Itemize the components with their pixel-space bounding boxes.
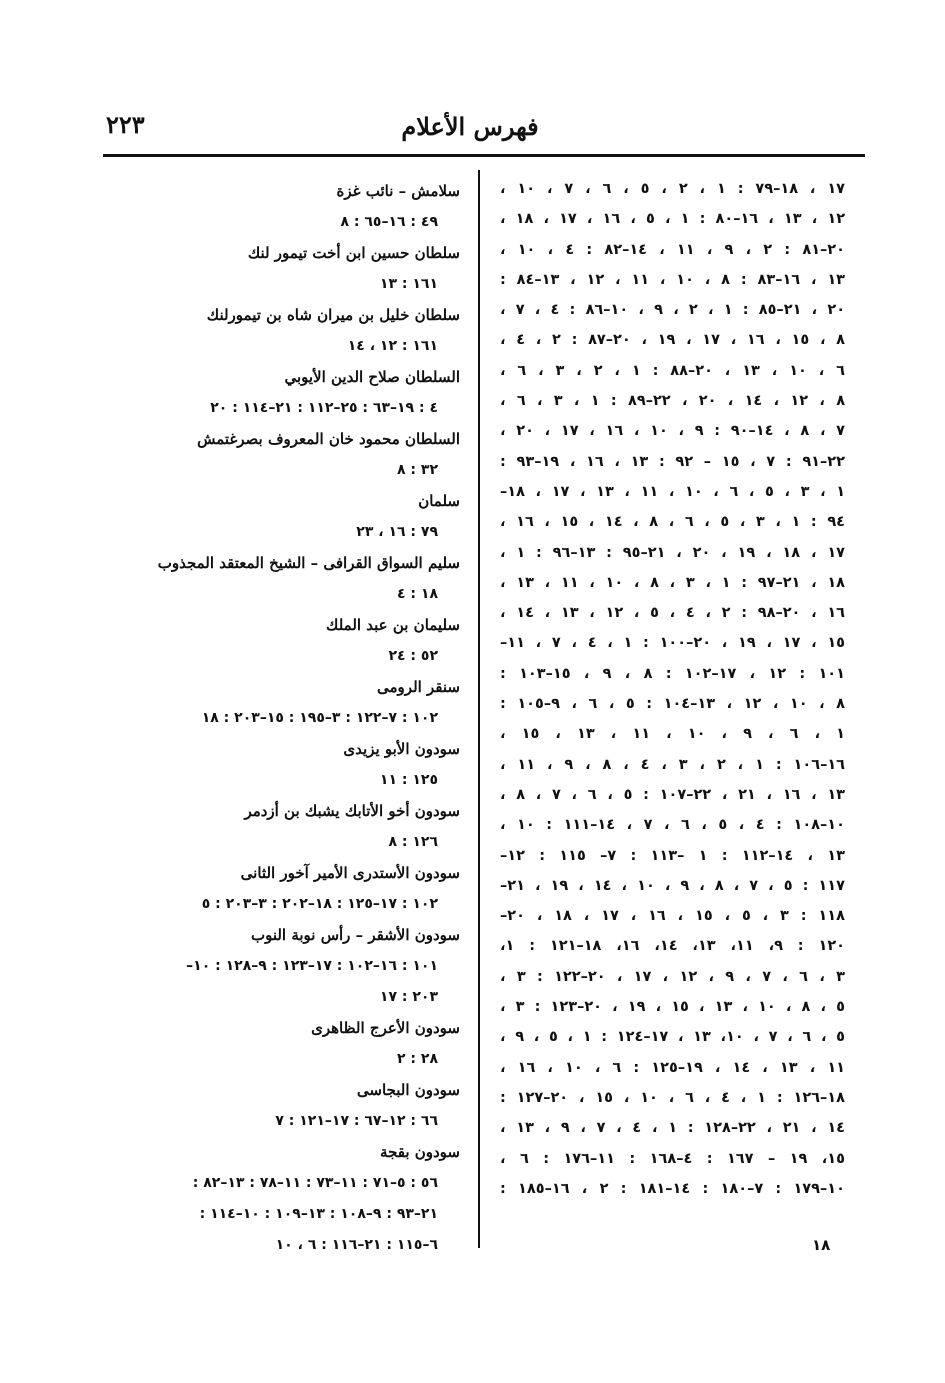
entry-refs-continued: ٢١–٩٣ : ٩–١٠٨ : ١٣–١٠٩ : ١٠–١١٤ : [199,1206,438,1222]
page-number: ٢٢٣ [106,110,145,139]
index-line: ١١٧ : ٥ ، ٧ ، ٨ ، ٩ ، ١٠ ، ١٤ ، ١٩ ، ٢١– [500,877,845,894]
entry-name: سودون الأبو يزيدى [343,740,460,758]
entry-name: سلمان [418,492,460,510]
index-line: ١٦ ، ٢٠–٩٨ : ٢ ، ٤ ، ٥ ، ١٢ ، ١٣ ، ١٤ ، [500,605,845,622]
index-line: ١٠–١٧٩ : ٧–١٨٠ : ١٤–١٨١ : ٢ ، ١٦–١٨٥ : [500,1180,845,1197]
entry-name: سنقر الرومى [377,678,460,696]
entry-name: سودون أخو الأتابك يشبك بن أزدمر [244,802,460,820]
index-line: ١٨ ، ٢١–٩٧ : ١ ، ٣ ، ٨ ، ١٠ ، ١١ ، ١٣ ، [500,574,845,591]
entry-name: سلطان خليل بن ميران شاه بن تيمورلنك [206,306,460,324]
header-rule [103,154,865,157]
entry-name: السلطان محمود خان المعروف بصرغتمش [197,430,460,448]
index-line: ١٧ ، ١٨ ، ١٩ ، ٢٠ ، ٢١–٩٥ : ١٣–٩٦ : ١ ، [500,544,845,561]
entry-refs: ١٠٢ : ١٧–١٢٥ : ١٨–٢٠٢ : ٣–٢٠٣ : ٥ [201,896,438,912]
index-line: ١ ، ٦ ، ٩ ، ١٠ ، ١١ ، ١٣ ، ١٥ ، [500,726,845,743]
index-line: ٦ ، ١٠ ، ١٣ ، ٢٠–٨٨ : ١ ، ٢ ، ٣ ، ٦ ، [500,362,845,379]
index-line: ٨ ، ١٠ ، ١٢ ، ١٣–١٠٤ : ٥ ، ٦ ، ٩–١٠٥ : [500,696,845,713]
entry-refs: ١٢٥ : ١١ [379,772,438,788]
entry-refs: ١٠١ : ١٦–١٠٢ : ١٧–١٢٣ : ٩–١٢٨ : ١٠– [186,958,438,974]
index-line: ١٠–١٠٨ : ٤ ، ٥ ، ٦ ، ٧ ، ١٤–١١١ : ١٠ ، [500,817,845,834]
index-line: ١٥ ، ١٧ ، ١٩ ، ٢٠–١٠٠ : ١ ، ٤ ، ٧ ، ١١– [500,635,845,652]
index-line: ١ ، ٣ ، ٥ ، ٦ ، ١٠ ، ١١ ، ١٣ ، ١٧ ، ١٨– [500,483,845,500]
index-line: ٥ ، ٦ ، ٧ ، ١٠، ١٣ ، ١٧–١٢٤ : ١ ، ٥ ، ٩ ، [500,1029,845,1046]
entry-refs: ١٢٦ : ٨ [388,834,438,850]
entry-refs: ٧٩ : ١٦ ، ٢٣ [356,524,438,540]
entry-refs: ٥٦ : ٥–٧١ : ١١–٧٣ : ١١–٧٨ : ١٣–٨٢ : [192,1175,438,1191]
entry-refs-continued: ٢٠٣ : ١٧ [379,989,438,1005]
entry-refs: ١٨ : ٤ [397,586,438,602]
index-line: ١٠١ : ١٢ ، ١٧–١٠٢ : ٨ ، ٩ ، ١٥–١٠٣ : [500,665,845,682]
entry-refs: ٤٩ : ١٦–٦٥ : ٨ [340,214,438,230]
entry-name: سلامش – نائب غزة [336,182,460,200]
index-line: ٧ ، ٨ ، ١٤–٩٠ : ٩ ، ١٠ ، ١٦ ، ١٧ ، ٢٠ ، [500,423,845,440]
entry-refs: ١٦١ : ١٢ ، ١٤ [347,338,438,354]
index-line: ٢٠–٨١ : ٢ ، ٩ ، ١١ ، ١٤–٨٢ : ٤ ، ١٠ ، [500,241,845,258]
index-line: ٥ ، ٨ ، ١٠ ، ١٣ ، ١٥ ، ١٩ ، ٢٠–١٢٣ : ٣ ، [500,999,845,1016]
entry-name: سليمان بن عبد الملك [326,616,460,634]
entry-refs: ٢٨ : ٢ [397,1051,438,1067]
entry-name: سليم السواق القرافى – الشيخ المعتقد المجذوب [157,554,460,572]
signature-mark: ١٨ [812,1236,831,1254]
index-line: ٨ ، ١٢ ، ١٤ ، ٢٠ ، ٢٢–٨٩ : ١ ، ٣ ، ٦ ، [500,393,845,410]
index-line: ٨ ، ١٥ ، ١٦ ، ١٧ ، ١٩ ، ٢٠–٨٧ : ٢ ، ٤ ، [500,332,845,349]
page-title: فهرس الأعلام [401,112,539,141]
index-line: ١٦–١٠٦ : ١ ، ٢ ، ٣ ، ٤ ، ٨ ، ٩ ، ١١ ، [500,756,845,773]
entry-refs: ١٠٢ : ٧–١٢٢ : ٣–١٩٥ : ١٥–٢٠٣ : ١٨ [201,710,438,726]
entry-refs: ٤ : ١٩–٦٣ : ٢٥–١١٢ : ٢١–١١٤ : ٢٠ [210,400,438,416]
entry-name: سودون البجاسى [356,1081,460,1099]
index-line: ١١٨ : ٣ ، ٥ ، ١٥ ، ١٦ ، ١٧ ، ١٨ ، ٢٠– [500,908,845,925]
entry-name: السلطان صلاح الدين الأيوبي [284,368,460,386]
index-line: ١٣ ، ١٦ ، ٢١ ، ٢٢–١٠٧ : ٥ ، ٦ ، ٧ ، ٨ ، [500,786,845,803]
entry-refs: ٥٢ : ٢٤ [388,648,438,664]
entry-name: سودون الأشقر – رأس نوبة النوب [250,926,460,944]
index-line: ١١ ، ١٣ ، ١٤ ، ١٩–١٢٥ : ٦ ، ١٠ ، ١٦ ، [500,1059,845,1076]
entry-name: سودون بقجة [380,1143,460,1161]
index-line: ١٣ ، ١٤–١١٢ : ١ –١١٣ : ٧– ١١٥ : ١٢– [500,847,845,864]
index-line: ٩٤ : ١ ، ٣ ، ٥ ، ٦ ، ٨ ، ١٤ ، ١٥ ، ١٦ ، [500,514,845,531]
index-line: ١٢٠ : ٩، ١١، ١٣، ١٤، ١٦، ١٨–١٢١ : ١، [500,938,845,955]
entry-name: سلطان حسين ابن أخت تيمور لنك [247,244,460,262]
index-line: ٢٢–٩١ : ٧ ، ١٥ – ٩٢ : ١٣ ، ١٦ ، ١٩–٩٣ : [500,453,845,470]
entry-refs: ١٦١ : ١٣ [379,276,438,292]
entry-name: سودون الأستدرى الأمير آخور الثانى [240,864,460,882]
index-line: ١٨–١٢٦ : ١ ، ٤ ، ٦ ، ١٠ ، ١٥ ، ٢٠–١٢٧ : [500,1089,845,1106]
index-line: ٣ ، ٦ ، ٧ ، ٩ ، ١٢ ، ١٧ ، ٢٠–١٢٢ : ٣ ، [500,968,845,985]
column-divider [478,170,480,1248]
index-line: ١٥، ١٩ – ١٦٧ : ٤–١٦٨ : ١١–١٧٦ : ٦ ، [500,1150,845,1167]
index-line: ١٢ ، ١٣ ، ١٦–٨٠ : ١ ، ٥ ، ١٦ ، ١٧ ، ١٨ ، [500,211,845,228]
entry-refs: ٦٦ : ١٢–٦٧ : ١٧–١٢١ : ٧ [275,1113,438,1129]
index-line: ١٧ ، ١٨–٧٩ : ١ ، ٢ ، ٥ ، ٦ ، ٧ ، ١٠ ، [500,181,845,197]
left-column [96,176,460,1261]
right-column [500,174,845,1204]
entry-refs: ٣٢ : ٨ [397,462,438,478]
index-line: ١٣ ، ١٦–٨٣ : ٨ ، ١٠ ، ١١ ، ١٢ ، ١٣–٨٤ : [500,271,845,288]
entry-refs-continued: ٦–١١٥ : ٢١–١١٦ : ٦ ، ١٠ [275,1237,438,1253]
index-line: ١٤ ، ٢١ ، ٢٢–١٢٨ : ١ ، ٤ ، ٧ ، ٩ ، ١٣ ، [500,1120,845,1137]
index-line: ٢٠ ، ٢١–٨٥ : ١ ، ٢ ، ٩ ، ١٠–٨٦ : ٤ ، ٧ ، [500,302,845,319]
entry-name: سودون الأعرج الظاهرى [311,1019,460,1037]
